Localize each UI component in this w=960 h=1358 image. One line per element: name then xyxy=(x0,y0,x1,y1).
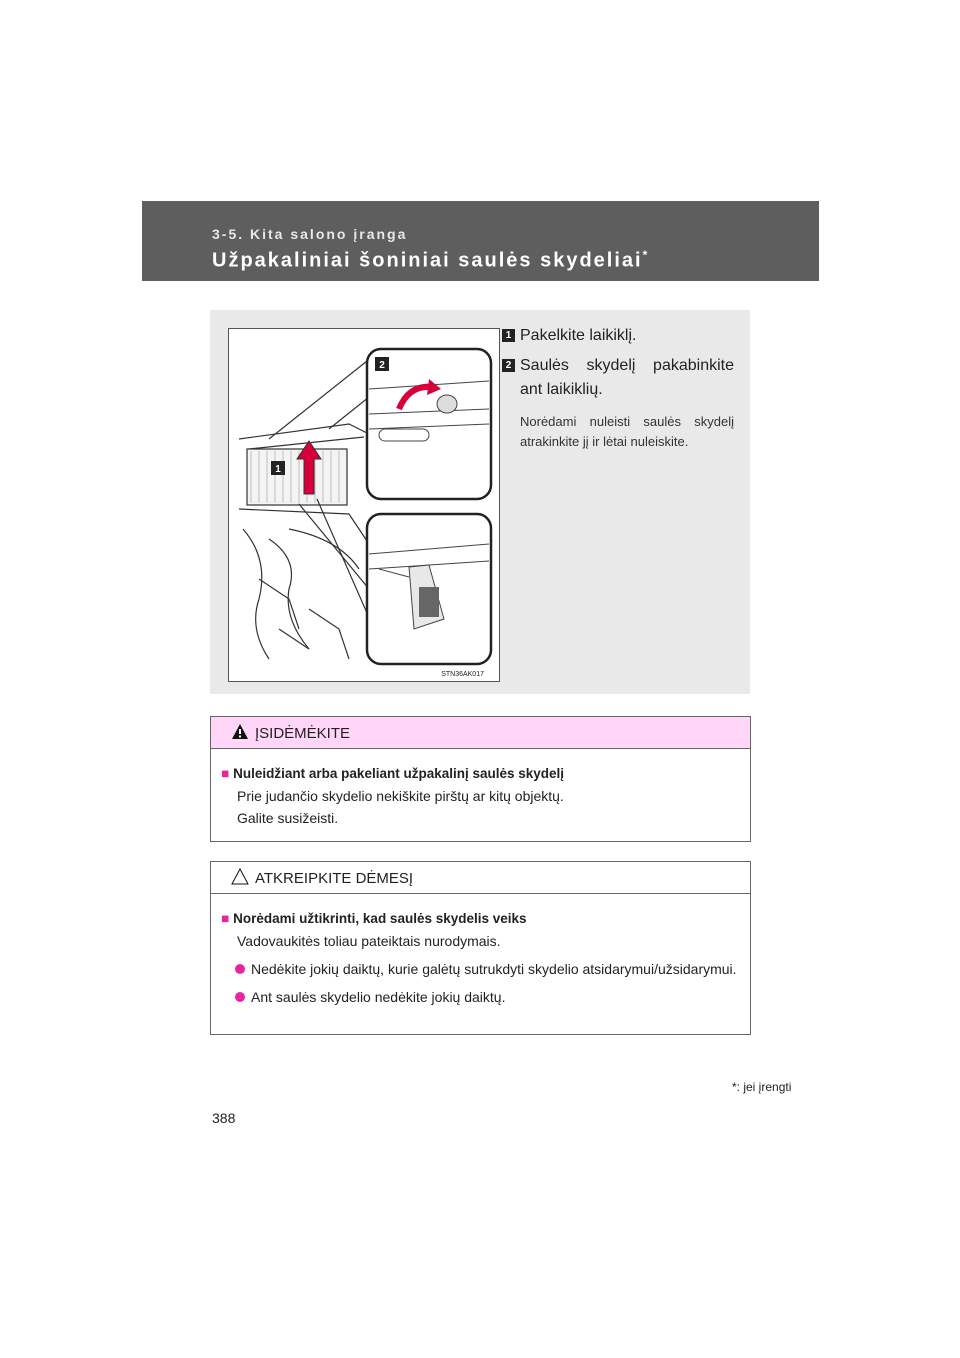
steps-note: Norėdami nuleisti saulės skydelį atrakinkite jį ir lėtai nuleiskite. xyxy=(520,414,734,449)
warning-box xyxy=(210,716,751,842)
notice-bullet-1-text: Nedėkite jokių daiktų, kurie galėtų sutrukdyti skydelio atsidarymui/užsidarymui. xyxy=(251,961,737,977)
warning-triangle-icon xyxy=(231,723,249,740)
footnote-text: : jei įrengti xyxy=(736,1080,792,1094)
step-2-badge: 2 xyxy=(502,359,515,372)
detail-inset-top xyxy=(367,349,491,499)
optional-mark: * xyxy=(642,248,650,262)
section-header xyxy=(142,201,819,281)
notice-body xyxy=(211,894,750,1008)
notice-label: ATKREIPKITE DĖMESĮ xyxy=(255,870,414,887)
square-bullet-icon: ■ xyxy=(221,911,230,926)
square-bullet-icon: ■ xyxy=(221,766,230,781)
section-label: 3-5. Kita salono įranga xyxy=(212,226,408,242)
warning-header xyxy=(211,717,750,749)
step-1 xyxy=(502,324,734,348)
warning-line-2: Galite susižeisti. xyxy=(237,810,339,826)
figure-code: STN36AK017 xyxy=(441,671,484,678)
notice-intro: Vadovaukitės toliau pateiktais nurodymais. xyxy=(237,933,501,949)
step-2-text: Saulės skydelį pakabinkite ant laikiklių. xyxy=(520,357,734,398)
car-interior-drawing xyxy=(229,329,499,681)
steps-list xyxy=(502,324,734,452)
sunshade-illustration xyxy=(228,328,500,682)
notice-bullet-2-text: Ant saulės skydelio nedėkite jokių daiktų. xyxy=(251,989,506,1005)
round-bullet-icon xyxy=(235,992,245,1002)
warning-body xyxy=(211,749,750,829)
instruction-panel xyxy=(210,310,750,694)
step-1-badge: 1 xyxy=(502,329,515,342)
warning-label: ĮSIDĖMĖKITE xyxy=(255,725,351,742)
page-title xyxy=(212,248,649,273)
page-title-text: Užpakaliniai šoniniai saulės skydeliai xyxy=(212,249,643,272)
notice-heading-text: Norėdami užtikrinti, kad saulės skydelis veiks xyxy=(233,911,527,926)
round-bullet-icon xyxy=(235,964,245,974)
notice-bullet-2 xyxy=(221,986,740,1008)
footnote xyxy=(732,1080,832,1094)
notice-header xyxy=(211,862,750,894)
notice-heading xyxy=(221,908,740,930)
step-1-text: Pakelkite laikiklį. xyxy=(520,327,637,344)
step-2 xyxy=(502,354,734,402)
warning-heading xyxy=(221,763,740,785)
callout-1: 1 xyxy=(275,464,281,475)
callout-2: 2 xyxy=(379,360,385,371)
footnote-mark: * xyxy=(732,1080,737,1094)
warning-line-1: Prie judančio skydelio nekiškite pirštų ar kitų objektų. xyxy=(237,788,564,804)
notice-box xyxy=(210,861,751,1035)
hook-mesh xyxy=(419,587,439,617)
caution-triangle-icon xyxy=(231,868,249,885)
page-number: 388 xyxy=(212,1110,236,1126)
notice-bullet-1 xyxy=(221,958,740,980)
warning-heading-text: Nuleidžiant arba pakeliant užpakalinį saulės skydelį xyxy=(233,766,565,781)
